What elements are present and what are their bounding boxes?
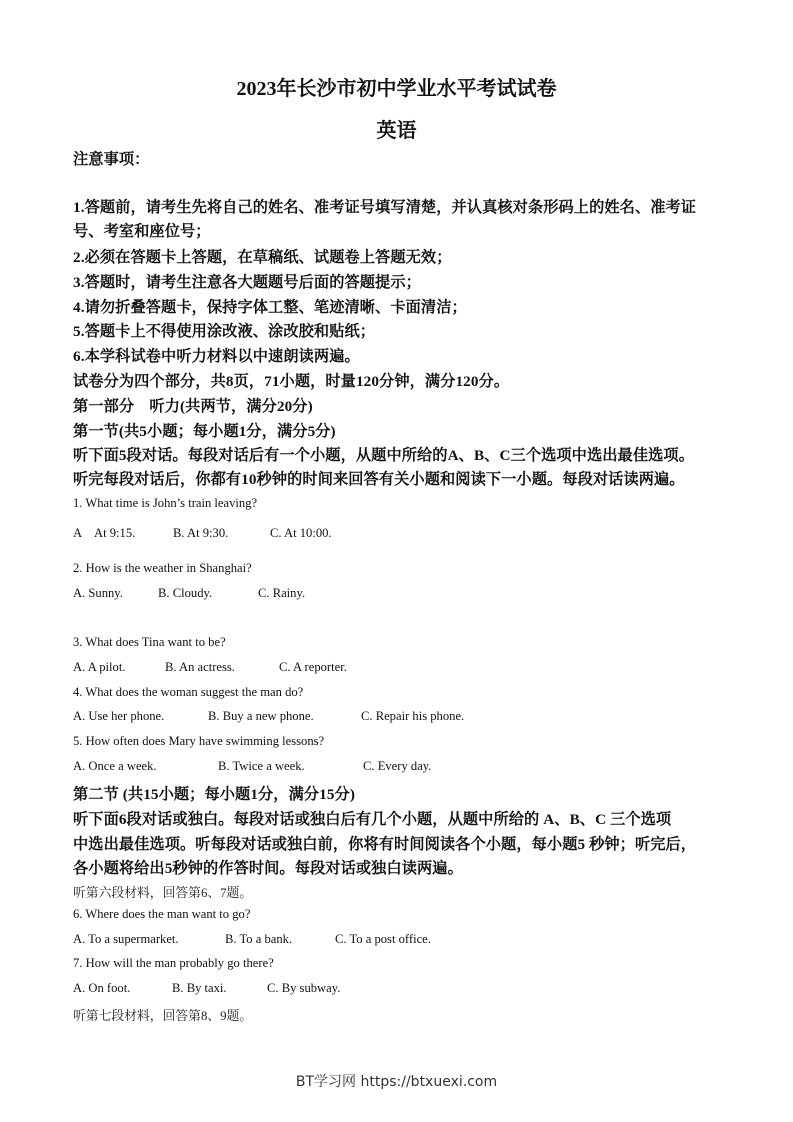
page-subtitle: 英语 <box>376 120 417 142</box>
section1-instruction: 听下面5段对话。每段对话后有一个小题，从题中所给的A、B、C三个选项中选出最佳选项。 <box>73 447 694 464</box>
question-text: 6. Where does the man want to go? <box>73 907 251 921</box>
option-c: C. Every day. <box>363 759 432 773</box>
listening-hint: 听第六段材料，回答第6、7题。 <box>73 886 253 900</box>
option-b: B. At 9:30. <box>173 526 229 540</box>
option-a: A. On foot. <box>73 981 131 995</box>
notice-line: 6.本学科试卷中听力材料以中速朗读两遍。 <box>73 348 360 365</box>
question-text: 2. How is the weather in Shanghai? <box>73 561 252 575</box>
paper-info: 试卷分为四个部分，共8页，71小题，时量120分钟，满分120分。 <box>73 373 510 390</box>
notice-line: 5.答题卡上不得使用涂改液、涂改胶和贴纸； <box>73 323 376 340</box>
notice-line: 4.请勿折叠答题卡，保持字体工整、笔迹清晰、卡面清洁； <box>73 299 467 316</box>
option-c: C. At 10:00. <box>270 526 332 540</box>
option-a: A. Once a week. <box>73 759 157 773</box>
notice-line: 号、考室和座位号； <box>73 223 211 240</box>
option-c: C. To a post office. <box>335 932 431 946</box>
section2-heading: 第二节 (共15小题；每小题1分，满分15分) <box>73 786 355 803</box>
page-title: 2023年长沙市初中学业水平考试试卷 <box>236 78 557 100</box>
option-c: C. Repair his phone. <box>361 709 465 723</box>
section1-instruction: 听完每段对话后，你都有10秒钟的时间来回答有关小题和阅读下一小题。每段对话读两遍。 <box>73 471 685 488</box>
section2-instruction: 听下面6段对话或独白。每段对话或独白后有几个小题，从题中所给的 A、B、C 三个选项 <box>73 811 672 828</box>
question-text: 7. How will the man probably go there? <box>73 956 274 970</box>
option-b: B. Buy a new phone. <box>208 709 314 723</box>
option-b: B. By taxi. <box>172 981 227 995</box>
question-text: 3. What does Tina want to be? <box>73 635 226 649</box>
question-options <box>73 586 305 601</box>
option-c: C. Rainy. <box>258 586 306 600</box>
option-b: B. Twice a week. <box>218 759 305 773</box>
question-options <box>73 709 464 724</box>
question-options <box>73 660 347 675</box>
notice-line: 2.必须在答题卡上答题，在草稿纸、试题卷上答题无效； <box>73 249 452 266</box>
notice-heading: 注意事项： <box>73 151 150 168</box>
question-text: 4. What does the woman suggest the man do? <box>73 685 304 699</box>
question-options <box>73 759 431 774</box>
option-a: A. Use her phone. <box>73 709 165 723</box>
option-b: B. Cloudy. <box>158 586 213 600</box>
section2-instruction: 各小题将给出5秒钟的作答时间。每段对话或独白读两遍。 <box>73 860 463 877</box>
option-a: A. Sunny. <box>73 586 123 600</box>
section1-heading: 第一节(共5小题；每小题1分，满分5分) <box>73 423 336 440</box>
option-b: B. An actress. <box>165 660 235 674</box>
section2-instruction: 中选出最佳选项。听每段对话或独白前，你将有时间阅读各个小题，每小题5 秒钟；听完后， <box>73 836 697 853</box>
option-c: C. A reporter. <box>279 660 347 674</box>
question-options <box>73 522 332 541</box>
footer-watermark: BT学习网 https://btxuexi.com <box>295 1074 498 1090</box>
notice-line: 3.答题时，请考生注意各大题题号后面的答题提示； <box>73 274 421 291</box>
question-text: 1. What time is John’s train leaving? <box>73 496 258 510</box>
listening-hint: 听第七段材料，回答第8、9题。 <box>73 1009 253 1023</box>
part1-heading: 第一部分 听力(共两节，满分20分) <box>73 398 313 415</box>
notice-line: 1.答题前，请考生先将自己的姓名、准考证号填写清楚，并认真核对条形码上的姓名、准考证 <box>73 199 697 216</box>
question-text: 5. How often does Mary have swimming lessons? <box>73 734 325 748</box>
option-a: A. To a supermarket. <box>73 932 179 946</box>
option-c: C. By subway. <box>267 981 341 995</box>
question-options <box>73 981 340 996</box>
option-a: A. A pilot. <box>73 660 126 674</box>
question-options <box>73 932 431 947</box>
option-b: B. To a bank. <box>225 932 293 946</box>
option-a: A At 9:15. <box>73 526 136 540</box>
